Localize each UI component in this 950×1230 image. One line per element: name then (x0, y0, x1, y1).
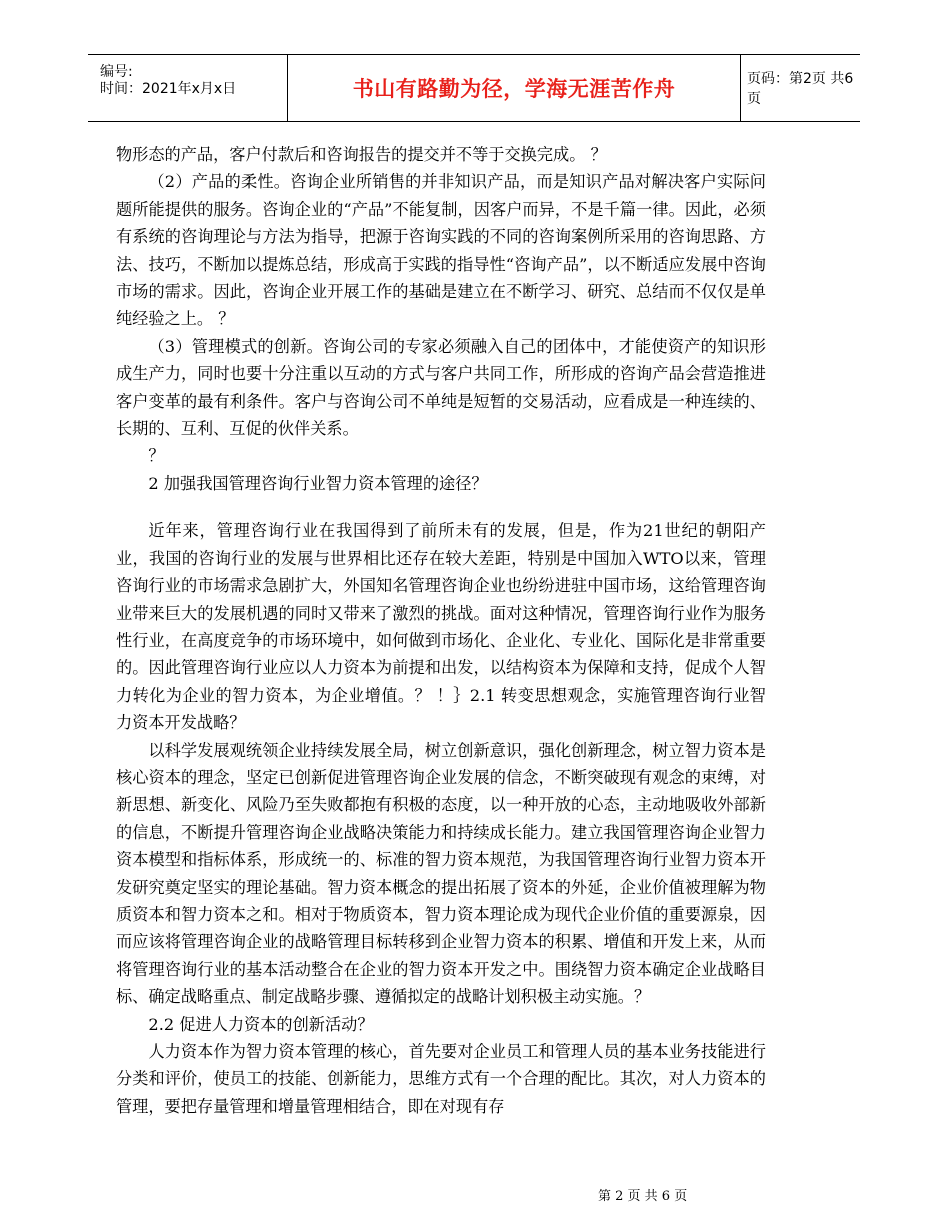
page-footer: 第 2 页 共 6 页 (598, 1189, 688, 1204)
paragraph-human-capital: 人力资本作为智力资本管理的核心，首先要对企业员工和管理人员的基本业务技能进行分类和评价，使员工的技能、创新能力，思维方式有一个合理的配比。其次，对人力资本的管理，要把存量管理和增量管理相结合，即在对现有存 (116, 1042, 766, 1116)
document-body (116, 141, 766, 1120)
header-meta (88, 55, 288, 121)
header-number-label: 编号: (100, 64, 133, 80)
header-page-info: 页码：第2页 共6页 (747, 71, 854, 107)
header-time-label: 时间：2021年x月x日 (100, 81, 237, 97)
header-motto: 书山有路勤为径，学海无涯苦作舟 (287, 55, 741, 121)
paragraph-product-flexibility: （2）产品的柔性。咨询企业所销售的并非知识产品，而是知识产品对解决客户实际问题所能提供的服务。咨询企业的“产品”不能复制，因客户而异，不是千篇一律。因此，必须有系统的咨询理论与方法为指导，把源于咨询实践的不同的咨询案例所采用的咨询思路、方法、技巧，不断加以提炼总结，形成高于实践的指导性“咨询产品”，以不断适应发展中咨询市场的需求。因此，咨询企业开展工作的基础是建立在不断学习、研究、总结而不仅仅是单纯经验之上。 ？ (116, 172, 766, 329)
paragraph-continuation: 物形态的产品，客户付款后和咨询报告的提交并不等于交换完成。 ？ (116, 145, 607, 164)
paragraph-recent-years: 近年来，管理咨询行业在我国得到了前所未有的发展，但是，作为21世纪的朝阳产业，我国的咨询行业的发展与世界相比还存在较大差距，特别是中国加入WTO以来，管理咨询行业的市场需求急剧扩大，外国知名管理咨询企业也纷纷进驻中国市场，这给管理咨询业带来巨大的发展机遇的同时又带来了激烈的挑战。面对这种情况，管理咨询行业作为服务性行业，在高度竞争的市场环境中，如何做到市场化、企业化、专业化、国际化是非常重要的。因此管理咨询行业应以人力资本为前提和出发，以结构资本为保障和支持，促成个人智力转化为企业的智力资本，为企业增值。？ ！｝2.1 转变思想观念，实施管理咨询行业智力资本开发战略？ (116, 521, 766, 733)
paragraph-management-innovation: （3）管理模式的创新。咨询公司的专家必须融入自己的团体中，才能使资产的知识形成生产力，同时也要十分注重以互动的方式与客户共同工作，所形成的咨询产品会营造推进客户变革的最有利条件。客户与咨询公司不单纯是短暂的交易活动，应看成是一种连续的、长期的、互利、互促的伙伴关系。 (116, 336, 766, 439)
section-heading-2-2: 2.2 促进人力资本的创新活动？ (148, 1014, 374, 1034)
section-heading-2: 2 加强我国管理咨询行业智力资本管理的途径？ (148, 473, 488, 493)
paragraph-scientific-development: 以科学发展观统领企业持续发展全局，树立创新意识，强化创新理念，树立智力资本是核心资本的理念，坚定已创新促进管理咨询企业发展的信念，不断突破现有观念的束缚，对新思想、新变化、风险乃至失败都抱有积极的态度，以一种开放的心态，主动地吸收外部新的信息，不断提升管理咨询企业战略决策能力和持续成长能力。建立我国管理咨询企业智力资本模型和指标体系，形成统一的、标准的智力资本规范，为我国管理咨询行业智力资本开发研究奠定坚实的理论基础。智力资本概念的提出拓展了资本的外延，企业价值被理解为物质资本和智力资本之和。相对于物质资本，智力资本理论成为现代企业价值的重要源泉，因而应该将管理咨询企业的战略管理目标转移到企业智力资本的积累、增值和开发上来，从而将管理咨询行业的基本活动整合在企业的智力资本开发之中。围绕智力资本确定企业战略目标、确定战略重点、制定战略步骤、遵循拟定的战略计划积极主动实施。？ (116, 740, 766, 1007)
paragraph-placeholder-mark: ？ (148, 446, 165, 466)
page-header (88, 54, 860, 122)
